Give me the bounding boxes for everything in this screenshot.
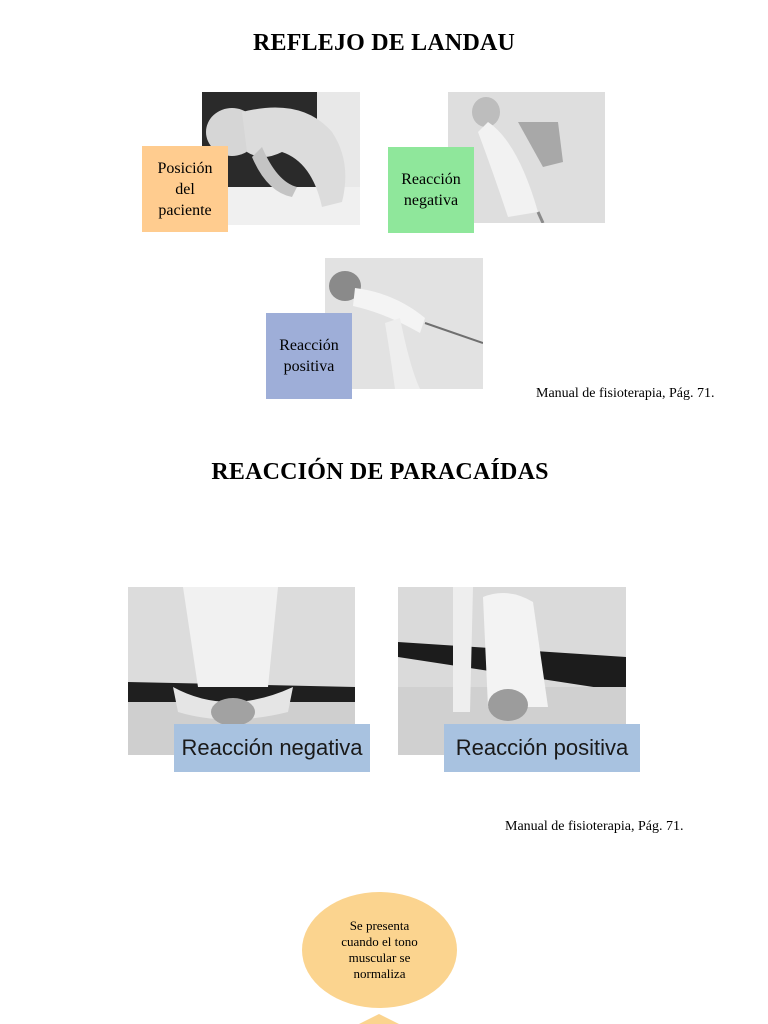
paracaidas-title: REACCIÓN DE PARACAÍDAS xyxy=(211,459,549,485)
landau-title: REFLEJO DE LANDAU xyxy=(252,30,516,56)
label-paracaidas-negativa: Reacción negativa xyxy=(174,724,370,772)
landau-caption: Manual de fisioterapia, Pág. 71. xyxy=(536,386,715,401)
paracaidas-caption: Manual de fisioterapia, Pág. 71. xyxy=(505,819,684,834)
down-arrow-icon xyxy=(359,1014,399,1024)
label-reaccion-negativa: Reacción negativa xyxy=(388,147,474,233)
label-reaccion-positiva: Reacción positiva xyxy=(266,313,352,399)
label-posicion-paciente: Posición del paciente xyxy=(142,146,228,232)
label-paracaidas-positiva: Reacción positiva xyxy=(444,724,640,772)
tono-muscular-bubble: Se presenta cuando el tono muscular se normaliza xyxy=(302,892,457,1008)
